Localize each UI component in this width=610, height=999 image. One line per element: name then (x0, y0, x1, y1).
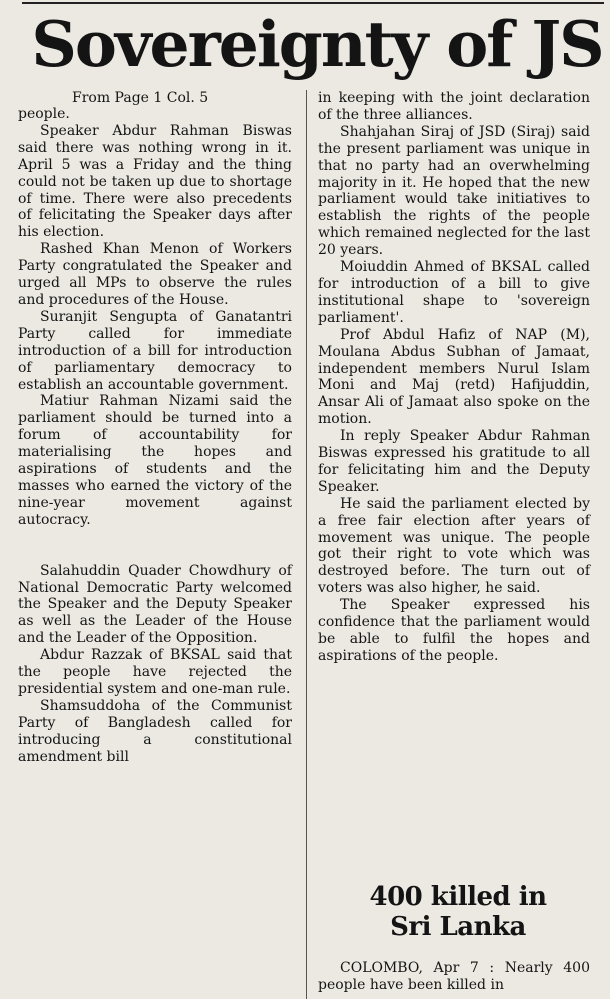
paragraph: In reply Speaker Abdur Rahman Biswas expressed his gratitude to all for felicitating him and the Deputy Speaker. (318, 428, 590, 495)
paragraph: Rashed Khan Menon of Workers Party congratulated the Speaker and urged all MPs to observe the rules and procedures of the House. (18, 241, 292, 308)
headline-line: Sri Lanka (390, 912, 526, 942)
second-story-body (318, 960, 590, 994)
right-column (318, 90, 590, 665)
paragraph: in keeping with the joint declaration of the three alliances. (318, 90, 590, 123)
paragraph: people. (18, 106, 70, 122)
headline-line: 400 killed in (369, 882, 547, 912)
left-column (18, 90, 292, 766)
paragraph: Suranjit Sengupta of Ganatantri Party called for immediate introduction of a bill for introduction of parliamentary democracy to establish an accountable government. (18, 308, 292, 393)
paragraph: Matiur Rahman Nizami said the parliament should be turned into a forum of accountability for materialising the hopes and aspirations of students and the masses who earned the victory of the nine-year movement against autocracy. (18, 393, 292, 528)
second-story-headline (318, 882, 598, 942)
paragraph: Shahjahan Siraj of JSD (Siraj) said the present parliament was unique in that no party had an overwhelming majority in it. He hoped that the new parliament would take initiatives to establish the rights of the people which remained neglected for the last 20 years. (318, 123, 590, 259)
top-rule (22, 2, 604, 4)
paragraph: Prof Abdul Hafiz of NAP (M), Moulana Abdus Subhan of Jamaat, independent members Nurul Islam Moni and Maj (retd) Hafijuddin, Ansar Ali of Jamaat also spoke on the motion. (318, 326, 590, 428)
continued-from-note: From Page 1 Col. 5 (72, 90, 209, 106)
paragraph: Salahuddin Quader Chowdhury of National Democratic Party welcomed the Speaker and the Deputy Speaker as well as the Leader of the House and the Leader of the Opposition. (18, 562, 292, 647)
column-divider (306, 90, 307, 999)
column-gap (18, 529, 292, 563)
paragraph: Shamsuddoha of the Communist Party of Bangladesh called for introducing a constitutional amendment bill (18, 697, 292, 765)
paragraph: COLOMBO, Apr 7 : Nearly 400 people have been killed in (318, 960, 590, 993)
paragraph: The Speaker expressed his confidence that the parliament would be able to fulfil the hopes and aspirations of the people. (318, 597, 590, 664)
paragraph: Moiuddin Ahmed of BKSAL called for introduction of a bill to give institutional shape to 'sovereign parliament'. (318, 259, 590, 326)
paragraph: Speaker Abdur Rahman Biswas said there was nothing wrong in it. April 5 was a Friday and the thing could not be taken up due to shortage of time. There were also precedents of felicitating the Speaker days after his election. (18, 122, 292, 241)
page-headline: Sovereignty of JS (31, 7, 603, 81)
paragraph: He said the parliament elected by a free fair election after years of movement was unique. The people got their right to vote which was destroyed before. The turn out of voters was also higher, he said. (318, 495, 590, 597)
paragraph: Abdur Razzak of BKSAL said that the people have rejected the presidential system and one-man rule. (18, 647, 292, 697)
